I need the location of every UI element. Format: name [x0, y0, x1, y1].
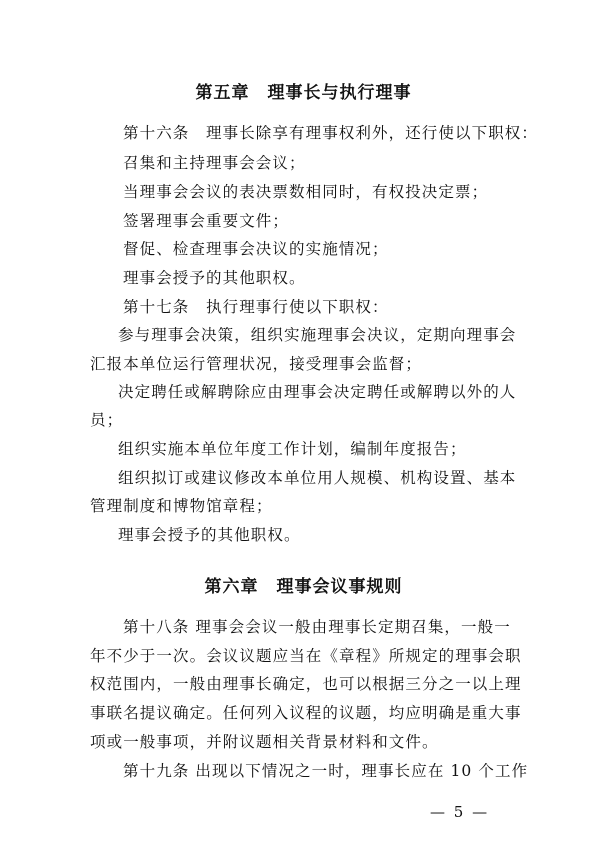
- article-18-line-4: 事联名提议确定。任何列入议程的议题，均应明确是重大事: [90, 704, 522, 722]
- article-17: 第十七条 执行理事行使以下职权：: [123, 298, 389, 316]
- chapter-5-heading: 第五章 理事长与执行理事: [195, 83, 412, 103]
- article-17-item-1: 参与理事会决策，组织实施理事会决议，定期向理事会: [118, 326, 517, 344]
- article-18: 第十八条 理事会会议一般由理事长定期召集，一般一: [123, 618, 511, 636]
- article-19: 第十九条 出现以下情况之一时，理事长应在 10 个工作: [123, 762, 529, 780]
- article-16: 第十六条 理事长除享有理事权利外，还行使以下职权：: [123, 124, 539, 142]
- article-17-item-4: 组织拟订或建议修改本单位用人规模、机构设置、基本: [118, 469, 517, 487]
- article-17-item-2: 决定聘任或解聘除应由理事会决定聘任或解聘以外的人: [118, 383, 517, 401]
- article-16-item-5: 理事会授予的其他职权。: [123, 269, 306, 287]
- article-17-item-5: 理事会授予的其他职权。: [118, 526, 301, 544]
- article-18-line-2: 年不少于一次。会议议题应当在《章程》所规定的理事会职: [90, 647, 522, 665]
- article-18-line-3: 权范围内，一般由理事长确定，也可以根据三分之一以上理: [90, 675, 522, 693]
- article-17-item-4-cont: 管理制度和博物馆章程；: [90, 497, 273, 515]
- article-17-item-2-cont: 员；: [90, 411, 124, 429]
- chapter-6-heading: 第六章 理事会议事规则: [204, 577, 403, 597]
- article-17-item-1-cont: 汇报本单位运行管理状况，接受理事会监督；: [90, 355, 423, 373]
- article-16-item-2: 当理事会会议的表决票数相同时，有权投决定票；: [123, 183, 489, 201]
- page-number: — 5 —: [430, 803, 490, 821]
- article-16-item-1: 召集和主持理事会会议；: [123, 154, 306, 172]
- article-17-item-3: 组织实施本单位年度工作计划，编制年度报告；: [118, 440, 467, 458]
- article-16-item-4: 督促、检查理事会决议的实施情况；: [123, 240, 389, 258]
- article-16-item-3: 签署理事会重要文件；: [123, 212, 290, 230]
- article-18-line-5: 项或一般事项，并附议题相关背景材料和文件。: [90, 733, 439, 751]
